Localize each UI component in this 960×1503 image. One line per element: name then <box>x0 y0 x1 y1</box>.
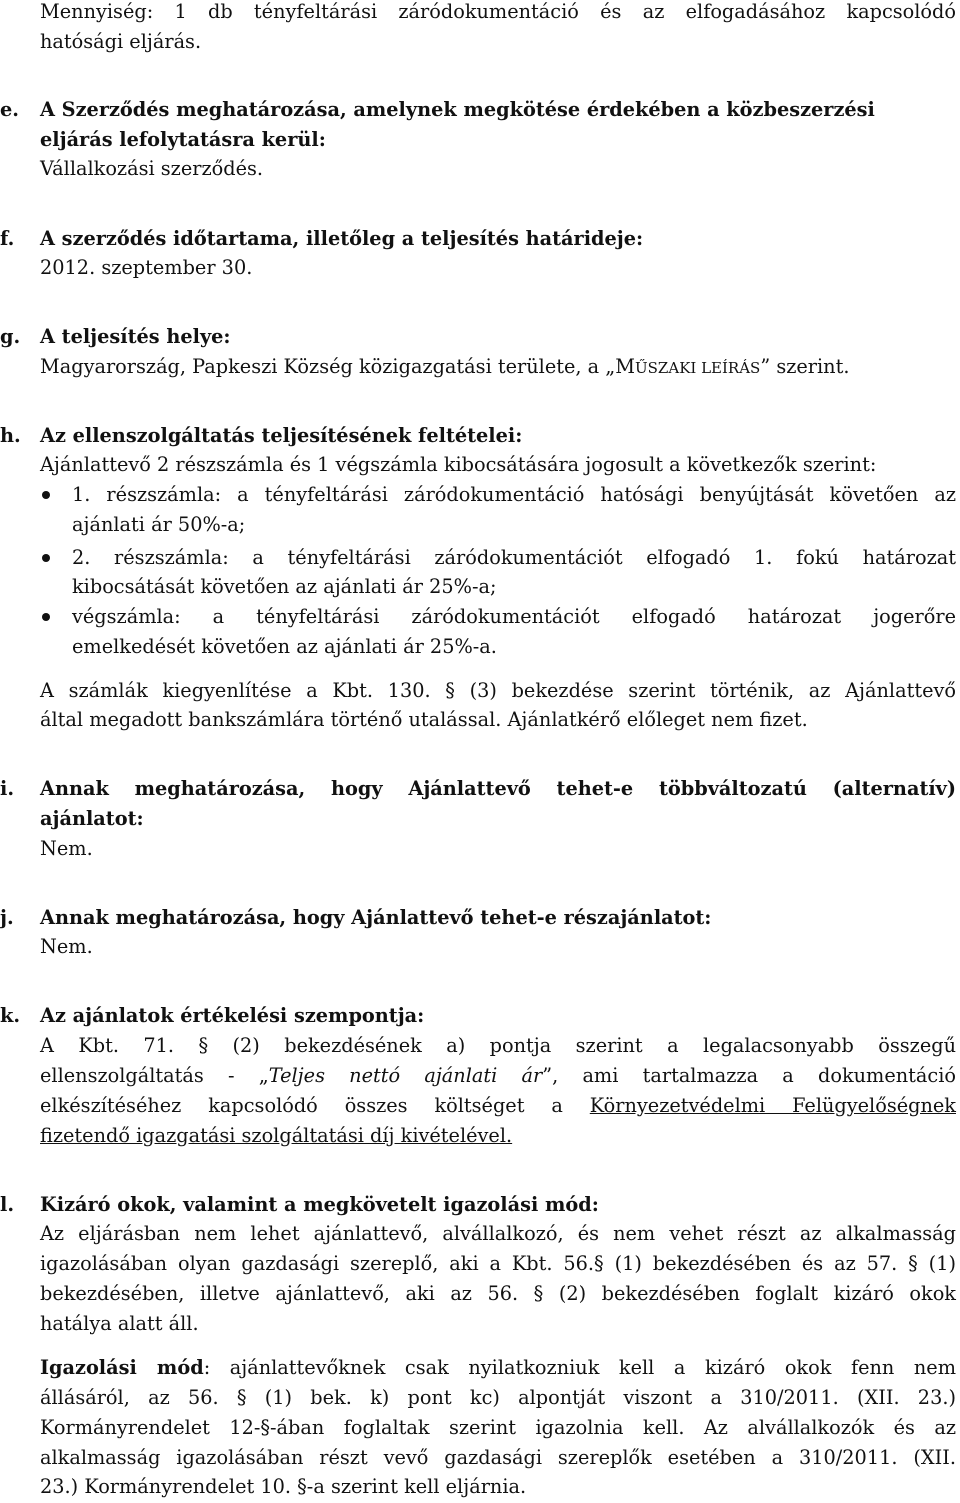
h-item-3-line-1: végszámla: a tényfeltárási záródokumentációt elfogadó határozat jogerőre <box>72 605 956 628</box>
bullet-dot <box>42 554 50 562</box>
section-l-p1-line-2: igazolásában olyan gazdasági szereplő, aki a Kbt. 56.§ (1) bekezdésében és az 57. § (1) <box>40 1252 956 1275</box>
section-l-p2-line-4: alkalmasság igazolásában részt vevő gazdasági szereplők esetében a 310/2011. (XII. <box>40 1446 956 1469</box>
section-l-p1-line-1: Az eljárásban nem lehet ajánlattevő, alvállalkozó, és nem vehet részt az alkalmasság <box>40 1222 956 1245</box>
bullet-dot <box>42 491 50 499</box>
section-i-heading-2: ajánlatot: <box>40 807 144 830</box>
section-l-p2-line-1: Igazolási mód: ajánlattevőknek csak nyilatkozniuk kell a kizáró okok fenn nem <box>40 1356 956 1379</box>
section-h-heading: Az ellenszolgáltatás teljesítésének feltételei: <box>40 424 523 447</box>
intro-line-2: hatósági eljárás. <box>40 30 202 53</box>
section-g-heading: A teljesítés helye: <box>40 325 231 348</box>
section-e-heading-2: eljárás lefolytatásra kerül: <box>40 128 326 151</box>
section-l-p2-line-3: Kormányrendelet 12-§-ában foglaltak szerint igazolnia kell. Az alvállalkozók és az <box>40 1416 956 1439</box>
section-k-line-4: fizetendő igazgatási szolgáltatási díj kivételével. <box>40 1124 513 1147</box>
section-j-heading: Annak meghatározása, hogy Ajánlattevő tehet-e részajánlatot: <box>40 906 712 929</box>
section-f-label: f. <box>0 227 15 250</box>
section-l-p2-line-5: 23.) Kormányrendelet 10. §-a szerint kell eljárnia. <box>40 1475 527 1498</box>
section-e-label: e. <box>0 98 19 121</box>
h-item-3-line-2: emelkedését követően az ajánlati ár 25%-a. <box>72 635 497 658</box>
section-f-body: 2012. szeptember 30. <box>40 256 253 279</box>
section-e-heading-1: A Szerződés meghatározása, amelynek megkötése érdekében a közbeszerzési <box>40 98 875 121</box>
section-i-label: i. <box>0 777 15 800</box>
section-k-line-2: ellenszolgáltatás - „Teljes nettó ajánlati ár”, ami tartalmazza a dokumentáció <box>40 1064 956 1087</box>
section-j-body: Nem. <box>40 935 93 958</box>
intro-line-1: Mennyiség: 1 db tényfeltárási záródokumentáció és az elfogadásához kapcsolódó <box>40 0 956 23</box>
section-l-label: l. <box>0 1193 15 1216</box>
section-k-heading: Az ajánlatok értékelési szempontja: <box>40 1004 425 1027</box>
bullet-dot <box>42 613 50 621</box>
section-g-label: g. <box>0 325 21 348</box>
section-l-p2-line-2: állásáról, az 56. § (1) bek. k) pont kc) alpontját viszont a 310/2011. (XII. 23.) <box>40 1386 956 1409</box>
section-l-heading: Kizáró okok, valamint a megkövetelt igazolási mód: <box>40 1193 599 1216</box>
h-payment-line-2: által megadott bankszámlára történő utalással. Ajánlatkérő előleget nem fizet. <box>40 708 808 731</box>
section-j-label: j. <box>0 906 14 929</box>
section-k-line-3: elkészítéséhez kapcsolódó összes költséget a Környezetvédelmi Felügyelőségnek <box>40 1094 956 1117</box>
section-i-body: Nem. <box>40 837 93 860</box>
section-g-body: Magyarország, Papkeszi Község közigazgatási területe, a „MŰSZAKI LEÍRÁS” szerint. <box>40 355 850 378</box>
section-l-p1-line-4: hatálya alatt áll. <box>40 1312 199 1335</box>
h-payment-line-1: A számlák kiegyenlítése a Kbt. 130. § (3) bekezdése szerint történik, az Ajánlattevő <box>40 679 956 702</box>
section-e-body: Vállalkozási szerződés. <box>40 157 264 180</box>
h-item-2-line-2: kibocsátását követően az ajánlati ár 25%-a; <box>72 575 497 598</box>
h-item-1-line-1: 1. részszámla: a tényfeltárási záródokumentáció hatósági benyújtását követően az <box>72 483 956 506</box>
section-k-line-1: A Kbt. 71. § (2) bekezdésének a) pontja szerint a legalacsonyabb összegű <box>40 1034 956 1057</box>
section-h-intro: Ajánlattevő 2 részszámla és 1 végszámla kibocsátására jogosult a következők szerint: <box>40 453 877 476</box>
h-item-1-line-2: ajánlati ár 50%-a; <box>72 513 246 536</box>
section-k-label: k. <box>0 1004 21 1027</box>
section-h-label: h. <box>0 424 21 447</box>
h-item-2-line-1: 2. részszámla: a tényfeltárási záródokumentációt elfogadó 1. fokú határozat <box>72 546 956 569</box>
section-f-heading: A szerződés időtartama, illetőleg a teljesítés határideje: <box>40 227 644 250</box>
section-l-p1-line-3: bekezdésében, illetve ajánlattevő, aki az 56. § (2) bekezdésében foglalt kizáró okok <box>40 1282 956 1305</box>
section-i-heading-1: Annak meghatározása, hogy Ajánlattevő tehet-e többváltozatú (alternatív) <box>40 777 956 800</box>
